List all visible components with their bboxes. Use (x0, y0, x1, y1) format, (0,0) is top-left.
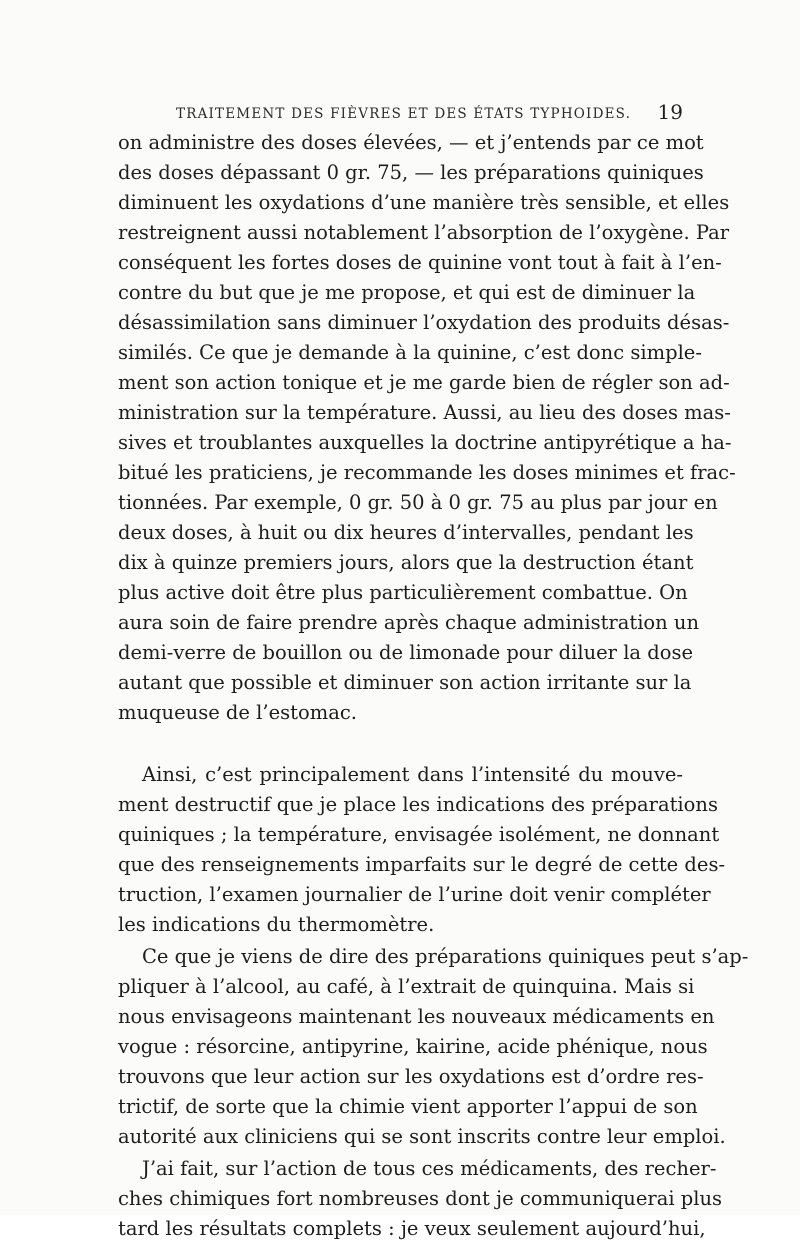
text-line: conséquent les fortes doses de quinine vont tout à fait à l’en- (118, 251, 722, 274)
text-line: quiniques ; la température, envisagée isolément, ne donnant (118, 823, 720, 846)
text-line: que des renseignements imparfaits sur le degré de cette des- (118, 853, 726, 876)
text-line: tionnées. Par exemple, 0 gr. 50 à 0 gr. 75 au plus par jour en (118, 491, 718, 514)
text-line: autorité aux cliniciens qui se sont inscrits contre leur emploi. (118, 1125, 726, 1148)
text-line: pliquer à l’alcool, au café, à l’extrait de quinquina. Mais si (118, 975, 695, 998)
text-line: deux doses, à huit ou dix heures d’intervalles, pendant les (118, 521, 694, 544)
page-number: 19 (657, 100, 683, 124)
text-line: ment son action tonique et je me garde bien de régler son ad- (118, 371, 730, 394)
text-line: ches chimiques fort nombreuses dont je communiquerai plus (118, 1187, 723, 1210)
text-line: ministration sur la température. Aussi, au lieu des doses mas- (118, 401, 731, 424)
text-line: restreignent aussi notablement l’absorption de l’oxygène. Par (118, 221, 730, 244)
text-line: diminuent les oxydations d’une manière très sensible, et elles (118, 191, 730, 214)
text-line: bitué les praticiens, je recommande les doses minimes et frac- (118, 461, 736, 484)
text-line: vogue : résorcine, antipyrine, kairine, acide phénique, nous (118, 1035, 708, 1058)
text-line: trouvons que leur action sur les oxydations est d’ordre res- (118, 1065, 704, 1088)
text-line: tard les résultats complets : je veux seulement aujourd’hui, (118, 1217, 706, 1240)
paragraph (118, 760, 726, 940)
paragraph (118, 128, 736, 728)
text-line: J’ai fait, sur l’action de tous ces médicaments, des recher- (142, 1157, 717, 1180)
text-line: autant que possible et diminuer son action irritante sur la (118, 671, 692, 694)
text-line: les indications du thermomètre. (118, 913, 435, 936)
text-line: plus active doit être plus particulièrement combattue. On (118, 581, 688, 604)
text-line: contre du but que je me propose, et qui est de diminuer la (118, 281, 696, 304)
text-line: désassimilation sans diminuer l’oxydation des produits désas- (118, 311, 730, 334)
text-line: Ce que je viens de dire des préparations quiniques peut s’ap- (142, 945, 749, 968)
text-line: truction, l’examen journalier de l’urine doit venir compléter (118, 883, 711, 906)
body-text (118, 128, 749, 1244)
text-line: nous envisageons maintenant les nouveaux médicaments en (118, 1005, 715, 1028)
paragraph (118, 942, 749, 1152)
text-line: similés. Ce que je demande à la quinine, c’est donc simple- (118, 341, 702, 364)
running-header (118, 100, 683, 130)
text-line: on administre des doses élevées, — et j’entends par ce mot (118, 131, 704, 154)
text-line: Ainsi, c’est principalement dans l’intensité du mouve- (142, 763, 683, 786)
paragraph (118, 1154, 723, 1244)
text-line: sives et troublantes auxquelles la doctrine antipyrétique a ha- (118, 431, 732, 454)
text-line: muqueuse de l’estomac. (118, 701, 357, 724)
text-line: ment destructif que je place les indications des préparations (118, 793, 718, 816)
text-line: des doses dépassant 0 gr. 75, — les préparations quiniques (118, 161, 704, 184)
text-line: demi-verre de bouillon ou de limonade pour diluer la dose (118, 641, 694, 664)
text-line: dix à quinze premiers jours, alors que la destruction étant (118, 551, 694, 574)
text-line: trictif, de sorte que la chimie vient apporter l’appui de son (118, 1095, 698, 1118)
running-title: TRAITEMENT DES FIÈVRES ET DES ÉTATS TYPHOIDES. (176, 106, 632, 122)
text-line: aura soin de faire prendre après chaque administration un (118, 611, 700, 634)
